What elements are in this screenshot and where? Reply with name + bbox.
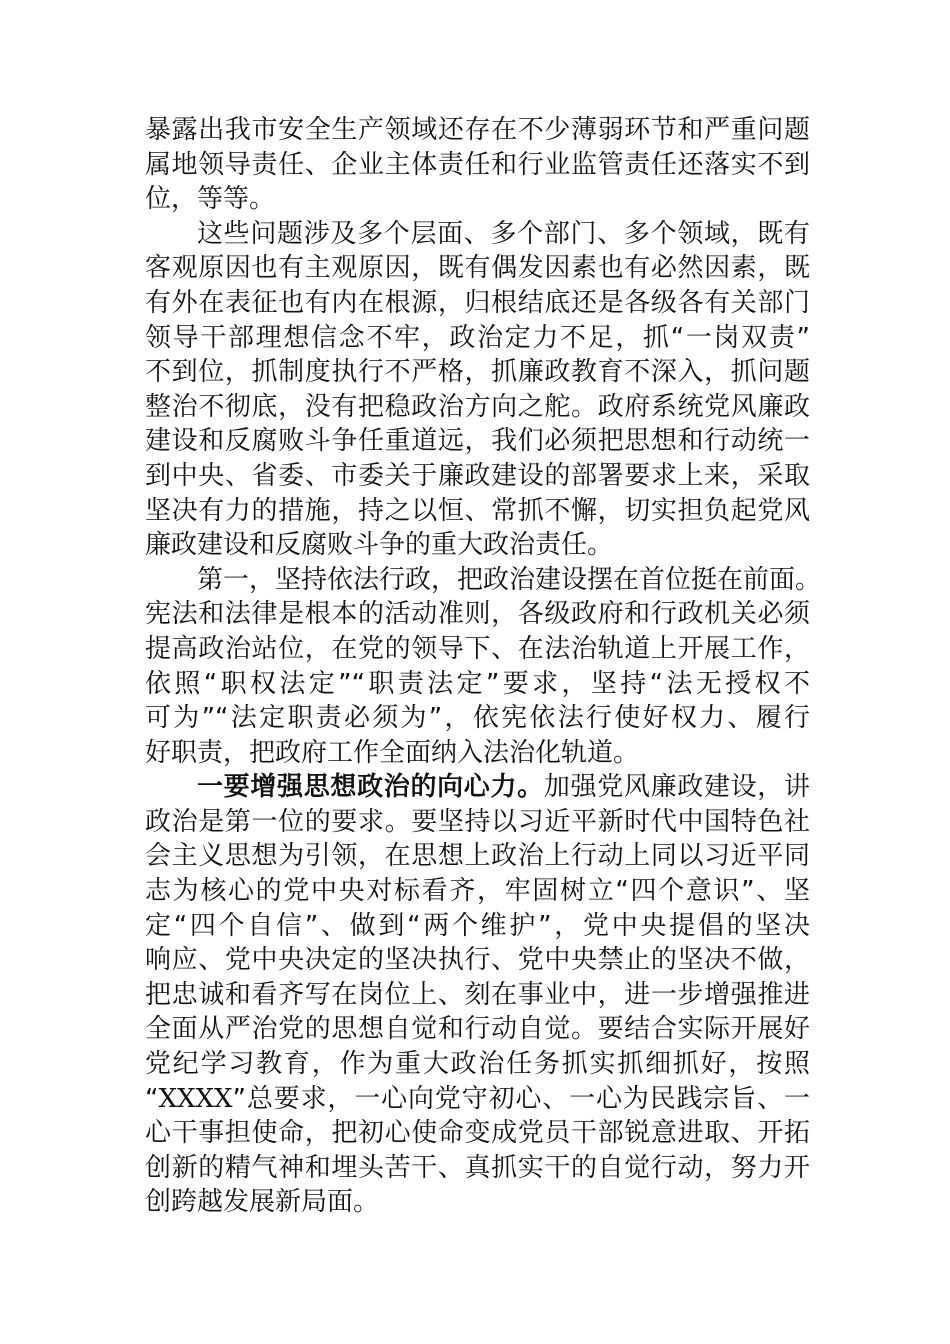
text-line: 整治不彻底，没有把稳政治方向之舵。政府系统党风廉政	[145, 391, 810, 422]
text-line: 好职责，把政府工作全面纳入法治化轨道。	[145, 737, 640, 768]
text-line: 到中央、省委、市委关于廉政建设的部署要求上来，采取	[145, 460, 810, 491]
text-line: 创跨越发展新局面。	[145, 1187, 380, 1218]
text-line: 暴露出我市安全生产领域还存在不少薄弱环节和严重问题	[145, 115, 810, 145]
text-line: 可为”“法定职责必须为”，依宪依法行使好权力、履行	[145, 703, 810, 734]
text-line: 把忠诚和看齐写在岗位上、刻在事业中，进一步增强推进	[145, 979, 810, 1010]
text-line: 领导干部理想信念不牢，政治定力不足，抓“一岗双责”	[145, 322, 810, 353]
text-line: 心干事担使命，把初心使命变成党员干部锐意进取、开拓	[145, 1118, 810, 1149]
bold-subheading: 一要增强思想政治的向心力。	[197, 772, 544, 803]
text-line-rest: ”总要求，一心向党守初心、一心为民践宗旨、一	[232, 1083, 810, 1114]
text-line: 这些问题涉及多个层面、多个部门、多个领域，既有	[197, 218, 810, 249]
text-line: 属地领导责任、企业主体责任和行业监管责任还落实不到	[145, 149, 810, 180]
text-line: 建设和反腐败斗争任重道远，我们必须把思想和行动统一	[145, 426, 810, 457]
body-text	[145, 113, 822, 1220]
text-line: 不到位，抓制度执行不严格，抓廉政教育不深入，抓问题	[145, 357, 810, 388]
text-line: 定“四个自信”、做到“两个维护”，党中央提倡的坚决	[145, 910, 810, 941]
section-lead: 第一，	[197, 564, 276, 595]
text-line: 坚决有力的措施，持之以恒、常抓不懈，切实担负起党风	[145, 495, 810, 526]
text-line: 志为核心的党中央对标看齐，牢固树立“四个意识”、坚	[145, 876, 810, 907]
text-line: 党纪学习教育，作为重大政治任务抓实抓细抓好，按照	[145, 1049, 810, 1080]
text-line: 宪法和法律是根本的活动准则，各级政府和行政机关必须	[145, 599, 810, 630]
text-line: 提高政治站位，在党的领导下、在法治轨道上开展工作，	[145, 633, 810, 664]
text-line: 廉政建设和反腐败斗争的重大政治责任。	[145, 530, 614, 561]
text-line: 响应、党中央决定的坚决执行、党中央禁止的坚决不做，	[145, 945, 810, 976]
placeholder-code: XXXX	[158, 1083, 233, 1114]
text-line: 客观原因也有主观原因，既有偶发因素也有必然因素，既	[145, 253, 810, 284]
subheading-rest: 加强党风廉政建设，讲	[543, 772, 810, 803]
text-line-with-code	[145, 1082, 810, 1117]
text-line: 政治是第一位的要求。要坚持以习近平新时代中国特色社	[145, 806, 810, 837]
text-line: 位，等等。	[145, 184, 276, 215]
text-line: 会主义思想为引领，在思想上政治上行动上同以习近平同	[145, 841, 810, 872]
section-heading-text: 坚持依法行政，把政治建设摆在首位挺在前面。	[275, 564, 822, 595]
section-heading-line	[145, 563, 822, 598]
text-line: 创新的精气神和埋头苦干、真抓实干的自觉行动，努力开	[145, 1152, 810, 1183]
text-line: 有外在表征也有内在根源，归根结底还是各级各有关部门	[145, 287, 810, 318]
open-quote: “	[145, 1083, 159, 1114]
text-line: 全面从严治党的思想自觉和行动自觉。要结合实际开展好	[145, 1014, 810, 1045]
text-line: 依照“职权法定”“职责法定”要求，坚持“法无授权不	[145, 668, 810, 699]
subheading-line	[145, 770, 810, 805]
